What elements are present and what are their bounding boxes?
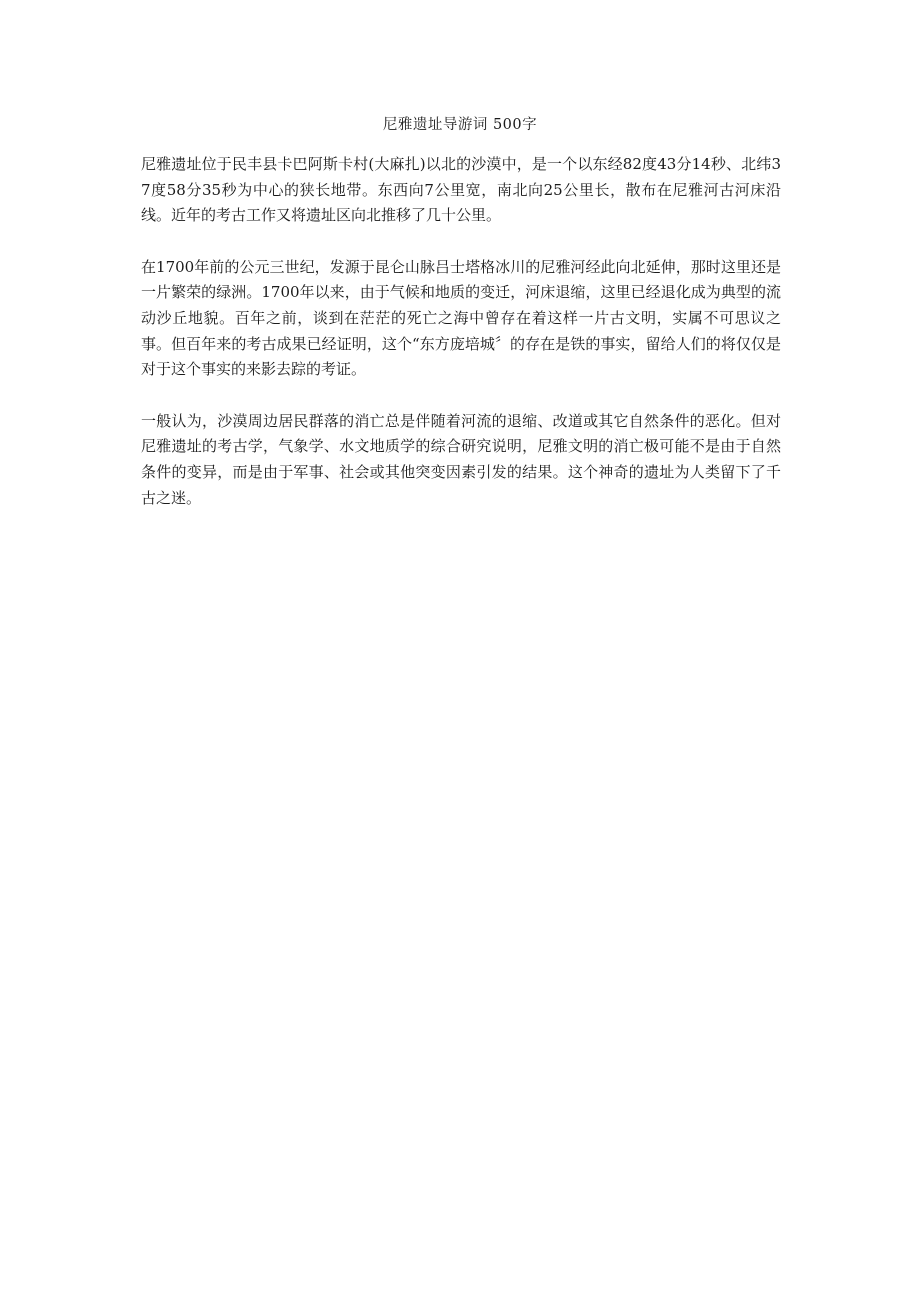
paragraph-2: 在1700年前的公元三世纪，发源于昆仑山脉吕士塔格冰川的尼雅河经此向北延伸，那时这里还是一片繁荣的绿洲。1700年以来，由于气候和地质的变迁，河床退缩，这里已经退化成为典型的流动沙丘地貌。百年之前，谈到在茫茫的死亡之海中曾存在着这样一片古文明，实属不可思议之事。但百年来的考古成果已经证明，这个“东方庞培城〞的存在是铁的事实，留给人们的将仅仅是对于这个事实的来影去踪的考证。: [141, 257, 781, 379]
paragraph-3: 一般认为，沙漠周边居民群落的消亡总是伴随着河流的退缩、改道或其它自然条件的恶化。但对尼雅遗址的考古学，气象学、水文地质学的综合研究说明，尼雅文明的消亡极可能不是由于自然条件的变异，而是由于军事、社会或其他突变因素引发的结果。这个神奇的遗址为人类留下了千古之迷。: [141, 411, 781, 507]
document-body: [141, 152, 781, 537]
document-title: 尼雅遗址导游词 500字: [382, 117, 538, 133]
paragraph-1: 尼雅遗址位于民丰县卡巴阿斯卡村(大麻扎)以北的沙漠中，是一个以东经82度43分14秒、北纬37度58分35秒为中心的狭长地带。东西向7公里宽，南北向25公里长，散布在尼雅河古河床沿线。近年的考古工作又将遗址区向北推移了几十公里。: [141, 155, 781, 225]
